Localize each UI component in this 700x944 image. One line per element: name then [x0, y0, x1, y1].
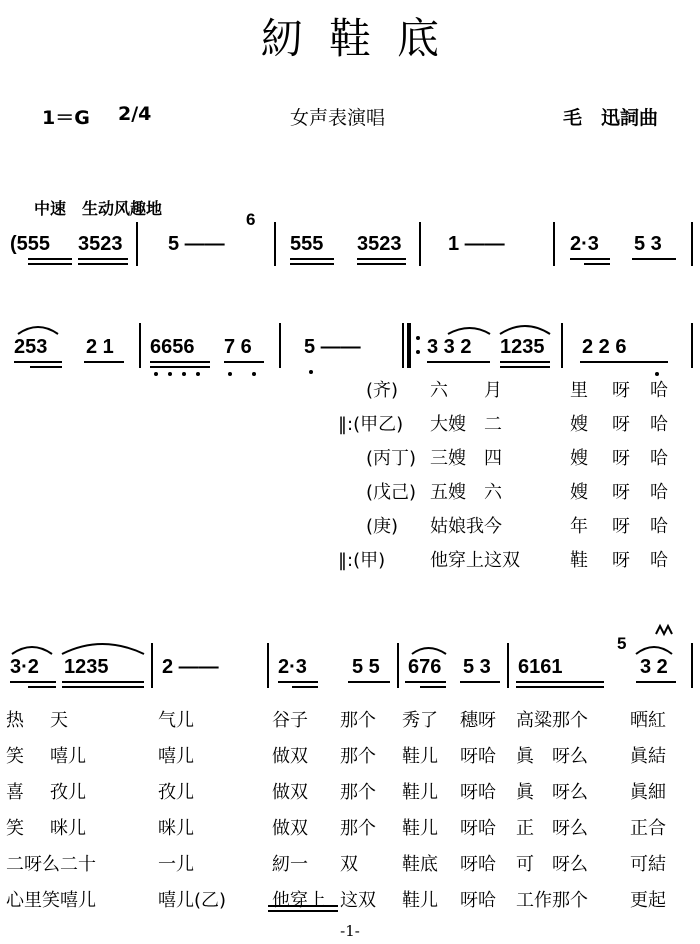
lyric-word: 眞 呀么: [516, 782, 588, 803]
lyric-word: 咪儿: [158, 818, 194, 839]
note-group: 2·3: [570, 233, 599, 255]
lyric-word: 他穿上这双: [430, 550, 520, 571]
lyric-word: 呀: [612, 550, 630, 571]
note-group: 3 2: [640, 656, 668, 678]
note-group: 1 ——: [448, 233, 505, 255]
lyric-word: 三嫂: [430, 448, 466, 469]
lyric-word: 工作那个: [516, 890, 588, 911]
note-group: 7 6: [224, 336, 252, 358]
lyric-word: 做双: [272, 818, 308, 839]
lyric-word: 做双: [272, 746, 308, 767]
verse-singer: ‖:(甲): [338, 550, 386, 571]
composer-credit: 毛 迅詞曲: [563, 107, 659, 129]
note-group: 3·2: [10, 656, 39, 678]
lyric-word: 呀: [612, 380, 630, 401]
lyric-word: 谷子: [272, 710, 308, 731]
note-group: 5 5: [352, 656, 380, 678]
lyric-word: 哈: [650, 448, 668, 469]
note-group: 5 ——: [168, 233, 225, 255]
note-group: 3 3 2: [427, 336, 472, 358]
lyric-word: 喜: [6, 782, 24, 803]
lyric-word: 呀哈: [460, 782, 496, 803]
lyric-word: 鞋儿: [402, 746, 438, 767]
lyric-word: 孜儿: [158, 782, 194, 803]
note-group: 1235: [64, 656, 109, 678]
note-group: 555: [290, 233, 324, 255]
lyric-word: 一儿: [158, 854, 194, 875]
lyric-word: 嘻儿(乙): [158, 890, 227, 911]
note-group: 5 3: [634, 233, 662, 255]
note-group: 6656: [150, 336, 195, 358]
lyric-word: 双: [340, 854, 358, 875]
lyric-word: 那个: [340, 746, 376, 767]
tempo-marking: 中速 生动风趣地: [34, 199, 163, 218]
lyric-word: 六: [430, 380, 448, 401]
lyric-word: 年: [570, 516, 588, 537]
lyric-word: 鞋: [570, 550, 588, 571]
lyric-word: 呀哈: [460, 746, 496, 767]
lyric-word: 心里笑嘻儿: [6, 890, 96, 911]
lyric-word: 穗呀: [460, 710, 496, 731]
lyric-word: 这双: [340, 890, 376, 911]
lyric-word: 里: [570, 380, 588, 401]
lyric-word: 哈: [650, 414, 668, 435]
lyric-word: 哈: [650, 380, 668, 401]
verse-singer: (丙丁): [366, 448, 417, 469]
lyric-word: 二呀么二十: [6, 854, 96, 875]
lyric-word: 大嫂: [430, 414, 466, 435]
verse-singer: (齐): [366, 380, 399, 401]
lyric-word: 正合: [630, 818, 666, 839]
time-signature: 2/4: [118, 103, 152, 125]
lyric-word: 紉一: [272, 854, 308, 875]
note-group: 2 1: [86, 336, 114, 358]
note-group: 2 ——: [162, 656, 219, 678]
note-group: 1235: [500, 336, 545, 358]
lyric-word: 天: [50, 710, 68, 731]
lyric-word: 呀哈: [460, 818, 496, 839]
lyric-word: 呀: [612, 516, 630, 537]
note-group: 2 2 6: [582, 336, 627, 358]
page-number: -1-: [340, 922, 360, 940]
lyric-word: 鞋儿: [402, 818, 438, 839]
lyric-word: 五嫂: [430, 482, 466, 503]
lyric-word: 嫂: [570, 414, 588, 435]
lyric-word: 眞細: [630, 782, 666, 803]
lyric-word: 呀: [612, 414, 630, 435]
lyric-word: 哈: [650, 550, 668, 571]
lyric-word: 可結: [630, 854, 666, 875]
lyric-word: 那个: [340, 710, 376, 731]
lyric-word: 眞結: [630, 746, 666, 767]
lyric-word: 姑娘我今: [430, 516, 502, 537]
lyric-word: 晒紅: [630, 710, 666, 731]
lyric-word: 咪儿: [50, 818, 86, 839]
note-group: 676: [408, 656, 442, 678]
lyric-word: 呀哈: [460, 854, 496, 875]
lyric-word: 嘻儿: [158, 746, 194, 767]
note-group: 253: [14, 336, 48, 358]
lyric-word: 鞋儿: [402, 782, 438, 803]
note-group: (555: [10, 233, 51, 255]
lyric-word: 呀哈: [460, 890, 496, 911]
lyric-word: 嘻儿: [50, 746, 86, 767]
lyric-word: 高粱那个: [516, 710, 588, 731]
lyric-word: 呀: [612, 448, 630, 469]
lyric-word: 哈: [650, 482, 668, 503]
lyric-word: 做双: [272, 782, 308, 803]
lyric-word: 六: [484, 482, 502, 503]
lyric-word: 嫂: [570, 448, 588, 469]
key-signature: 1＝G: [42, 107, 90, 129]
lyric-word: 更起: [630, 890, 666, 911]
lyric-word: 孜儿: [50, 782, 86, 803]
performance-style: 女声表演唱: [290, 107, 386, 129]
lyric-word: 那个: [340, 782, 376, 803]
song-title: 紉鞋底: [260, 14, 465, 63]
lyric-word: 嫂: [570, 482, 588, 503]
lyric-word: 鞋儿: [402, 890, 438, 911]
grace-note: 6: [246, 210, 256, 229]
lyric-word: 笑: [6, 818, 24, 839]
note-group: 6161: [518, 656, 563, 678]
lyric-word: 四: [484, 448, 502, 469]
grace-note: 5: [617, 634, 627, 653]
lyric-word: 笑: [6, 746, 24, 767]
lyric-word: 呀: [612, 482, 630, 503]
note-group: 3523: [78, 233, 123, 255]
lyric-word: 鞋底: [402, 854, 438, 875]
lyric-word: 哈: [650, 516, 668, 537]
note-group: 5 3: [463, 656, 491, 678]
lyric-word: 秀了: [402, 710, 438, 731]
verse-singer: (庚): [366, 516, 399, 537]
verse-singer: ‖:(甲乙): [338, 414, 404, 435]
note-group: 5 ——: [304, 336, 361, 358]
lyric-word: 气儿: [158, 710, 194, 731]
lyric-word: 热: [6, 710, 24, 731]
note-group: 2·3: [278, 656, 307, 678]
lyric-word: 二: [484, 414, 502, 435]
lyric-word: 他穿上: [272, 890, 326, 911]
lyric-word: 眞 呀么: [516, 746, 588, 767]
lyric-word: 正 呀么: [516, 818, 588, 839]
lyric-word: 月: [484, 380, 502, 401]
verse-singer: (戊己): [366, 482, 417, 503]
lyric-word: 可 呀么: [516, 854, 588, 875]
note-group: 3523: [357, 233, 402, 255]
lyric-word: 那个: [340, 818, 376, 839]
